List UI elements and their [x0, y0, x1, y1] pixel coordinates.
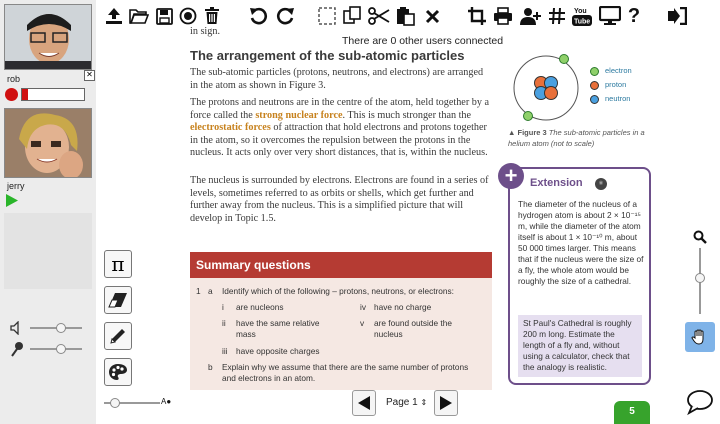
- summary-title: Summary questions: [190, 252, 492, 278]
- close-icon[interactable]: ✕: [84, 70, 95, 81]
- empty-video-slot: [4, 213, 92, 289]
- item-text: are nucleons: [236, 302, 284, 312]
- item-number: iii: [222, 346, 228, 356]
- extension-box: [504, 163, 651, 385]
- legend-neutron: neutron: [605, 94, 631, 103]
- next-page-button[interactable]: [434, 390, 458, 416]
- paragraph-2: The protons and neutrons are in the centre of the atom, held together by a force called the strong nuclear force. This is much stronger than the electrostatic forces of attraction that hold electrons and protons together in the atom, so it overcomes the repulsion between the protons in the nucleus. It acts only over very short distances, that is, within the nucleus.: [190, 97, 490, 158]
- username-jerry: jerry: [7, 181, 25, 191]
- help-icon[interactable]: ?: [627, 4, 641, 27]
- plus-icon: +: [498, 163, 524, 189]
- cut-off-text: in sign.: [190, 26, 221, 37]
- record-icon[interactable]: [5, 88, 18, 101]
- item-text: have the same relative mass: [236, 318, 320, 339]
- upload-icon[interactable]: [104, 5, 124, 27]
- eraser-icon: [108, 292, 128, 308]
- figure-legend: [590, 66, 632, 108]
- svg-text:Tube: Tube: [574, 18, 591, 26]
- audio-level-meter: [21, 88, 85, 101]
- highlight-electrostatic-forces: electrostatic forces: [190, 122, 271, 133]
- hand-icon: [691, 328, 709, 346]
- record-button-icon[interactable]: [178, 5, 198, 27]
- username-rob: rob: [7, 74, 21, 84]
- math-pi-button[interactable]: [104, 250, 132, 278]
- page-label: Page 1: [386, 397, 418, 408]
- extension-task-box: [518, 315, 642, 377]
- item-number: ii: [222, 318, 226, 328]
- paragraph-1: The sub-atomic particles (protons, neutrons, and electrons) are arranged in the atom as shown in Figure 3.: [190, 67, 484, 91]
- pi-icon: π: [111, 252, 125, 276]
- extension-text: The diameter of the nucleus of a hydrogen atom is about 2 × 10⁻¹⁵ m, while the diameter of the atom itself is about 1 × 10⁻¹⁰ m, about 50 000 times larger. This means that if the nucleus were the size of a fly, the whole atom would be roughly the size of a cathedral.: [518, 199, 644, 286]
- page-number-tab: 5: [614, 401, 650, 424]
- extension-task-text: St Paul's Cathedral is roughly 200 m long. Estimate the length of a fly and, without using a calculator, check that the analogy is realistic.: [523, 318, 632, 372]
- legend-proton: proton: [605, 80, 627, 89]
- play-icon[interactable]: [6, 194, 18, 207]
- zoom-icon: [693, 230, 707, 244]
- item-number: i: [222, 302, 224, 312]
- redo-icon[interactable]: [274, 5, 296, 27]
- save-icon[interactable]: [154, 5, 174, 27]
- grid-icon[interactable]: [546, 5, 568, 27]
- highlight-strong-nuclear-force: strong nuclear force: [255, 109, 343, 121]
- microphone-icon: [10, 341, 24, 357]
- monitor-icon[interactable]: [598, 5, 622, 27]
- paragraph-3: The nucleus is surrounded by electrons. Electrons are found in a series of levels, sometimes referred to as orbits or shells, which get further and further away from the nucleus. This is a simplified picture that will develop in Topic 1.5.: [190, 175, 489, 224]
- video-rob: [4, 4, 92, 70]
- legend-electron: electron: [605, 66, 632, 75]
- item-text: have no charge: [374, 302, 432, 312]
- speaker-icon: [10, 321, 24, 335]
- question-part-b: b: [208, 362, 213, 372]
- webcam-image: [5, 109, 92, 178]
- previous-page-button[interactable]: [352, 390, 376, 416]
- arrow-left-icon: [358, 396, 370, 410]
- pencil-button[interactable]: [104, 322, 132, 350]
- select-icon[interactable]: [316, 5, 338, 27]
- figure-caption: ▲ Figure 3 The sub-atomic particles in a helium atom (not to scale): [508, 128, 645, 148]
- eraser-button[interactable]: [104, 286, 132, 314]
- atom-diagram: [508, 50, 588, 126]
- question-part-a: a: [208, 286, 213, 296]
- svg-text:You: You: [574, 8, 587, 15]
- cut-icon[interactable]: [368, 5, 390, 27]
- chat-icon: [685, 388, 715, 416]
- item-text: are found outside the nucleus: [374, 318, 452, 339]
- item-number: iv: [360, 302, 366, 312]
- pan-hand-button[interactable]: [685, 322, 715, 352]
- pencil-icon: [109, 327, 127, 345]
- chat-button[interactable]: [685, 388, 715, 416]
- paste-icon[interactable]: [394, 5, 416, 27]
- copy-icon[interactable]: [342, 5, 364, 27]
- item-number: v: [360, 318, 365, 328]
- question-number: 1: [196, 286, 201, 296]
- summary-questions-box: [190, 252, 492, 390]
- question-b-text: Explain why we assume that there are the same number of protons and electrons in an atom.: [222, 362, 469, 383]
- zoom-slider-knob[interactable]: [695, 273, 705, 283]
- video-jerry: [4, 108, 92, 178]
- question-text: Identify which of the following – protons, neutrons, or electrons:: [222, 286, 454, 296]
- delete-icon[interactable]: [422, 5, 442, 27]
- color-palette-button[interactable]: [104, 358, 132, 386]
- font-size-icon: A●: [161, 397, 172, 406]
- crop-icon[interactable]: [466, 5, 488, 27]
- palette-icon: [108, 363, 128, 381]
- section-heading: The arrangement of the sub-atomic particles: [190, 48, 465, 63]
- item-text: have opposite charges: [236, 346, 320, 356]
- video-panel: [0, 0, 96, 424]
- extension-badge-icon: ⚛: [595, 178, 607, 190]
- undo-icon[interactable]: [248, 5, 270, 27]
- webcam-image: [5, 5, 92, 70]
- page-select[interactable]: Page 1 ⇕: [386, 397, 428, 408]
- extension-title: Extension: [530, 177, 583, 189]
- youtube-icon[interactable]: [570, 5, 594, 27]
- pager: [350, 390, 460, 416]
- arrow-right-icon: [440, 396, 452, 410]
- trash-icon[interactable]: [202, 5, 222, 27]
- exit-icon[interactable]: [666, 5, 688, 27]
- add-user-icon[interactable]: [518, 5, 542, 27]
- open-folder-icon[interactable]: [128, 5, 150, 27]
- connection-status: There are 0 other users connected: [342, 35, 504, 47]
- print-icon[interactable]: [492, 5, 514, 27]
